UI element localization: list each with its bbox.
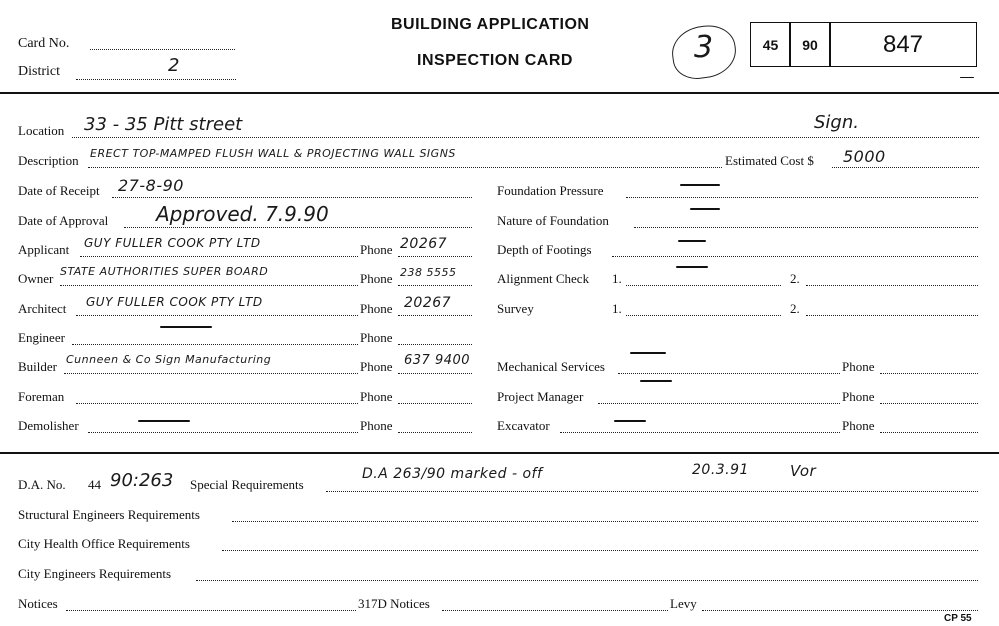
builder-label: Builder (18, 359, 57, 374)
owner-line (60, 285, 358, 286)
architect-phone-label: Phone (360, 301, 393, 316)
ref-box-3: 847 (829, 22, 977, 67)
mechanical-services-phone-label: Phone (842, 359, 875, 374)
special-requirements-initials: Vor (790, 462, 817, 480)
excavator-phone-line (880, 432, 978, 433)
depth-of-footings-label: Depth of Footings (497, 242, 592, 257)
demolisher-phone-line (398, 432, 472, 433)
architect-phone-line (398, 315, 472, 316)
nature-of-foundation-label: Nature of Foundation (497, 213, 609, 228)
date-of-receipt-label: Date of Receipt (18, 183, 100, 198)
description-value: ERECT TOP-MAMPED FLUSH WALL & PROJECTING WALL SIGNS (90, 147, 456, 160)
applicant-label: Applicant (18, 242, 70, 257)
excavator-line (560, 432, 840, 433)
date-of-approval-label: Date of Approval (18, 213, 109, 228)
architect-phone: 20267 (404, 295, 452, 311)
alignment-check-line-2 (806, 285, 978, 286)
engineer-phone-line (398, 344, 472, 345)
special-requirements-label: Special Requirements (190, 477, 304, 492)
alignment-check-2: 2. (790, 271, 800, 286)
notices-317d-label: 317D Notices (358, 596, 430, 611)
builder-phone: 637 9400 (404, 353, 471, 368)
architect-line (76, 315, 358, 316)
foundation-pressure-label: Foundation Pressure (497, 183, 604, 198)
form-title-line1: BUILDING APPLICATION (391, 16, 590, 33)
builder-phone-label: Phone (360, 359, 393, 374)
foundation-pressure-line (626, 197, 978, 198)
ref-box-2: 90 (789, 22, 831, 67)
date-of-receipt-value: 27-8-90 (118, 176, 184, 195)
project-manager-dash (640, 380, 672, 382)
demolisher-label: Demolisher (18, 418, 79, 433)
corner-mark (960, 77, 974, 78)
card-no-label: Card No. (18, 36, 70, 51)
city-engineers-label: City Engineers Requirements (18, 566, 172, 581)
architect-value: GUY FULLER COOK PTY LTD (86, 295, 263, 309)
district-value: 2 (168, 55, 180, 76)
nature-of-foundation-dash (690, 208, 720, 210)
description-line (88, 167, 722, 168)
structural-engineers-line (232, 521, 978, 522)
foreman-phone-label: Phone (360, 389, 393, 404)
survey-line-1 (626, 315, 781, 316)
mechanical-services-label: Mechanical Services (497, 359, 605, 374)
engineer-phone-label: Phone (360, 330, 393, 345)
estimated-cost-line (832, 167, 979, 168)
notices-label: Notices (18, 596, 58, 611)
city-health-line (222, 550, 978, 551)
da-no-label: D.A. No. (18, 477, 66, 492)
header-rule (0, 92, 999, 94)
owner-phone-label: Phone (360, 271, 393, 286)
survey-line-2 (806, 315, 978, 316)
alignment-check-line-1 (626, 285, 781, 286)
applicant-phone: 20267 (400, 236, 448, 252)
date-of-receipt-line (112, 197, 472, 198)
notices-317d-line (442, 610, 668, 611)
demolisher-phone-label: Phone (360, 418, 393, 433)
foreman-phone-line (398, 403, 472, 404)
depth-of-footings-dash (678, 240, 706, 242)
levy-line (702, 610, 978, 611)
project-manager-phone-label: Phone (842, 389, 875, 404)
applicant-line (80, 256, 358, 257)
da-no-value: 90:263 (110, 470, 174, 491)
location-label: Location (18, 123, 65, 138)
mechanical-services-dash (630, 352, 666, 354)
owner-phone: 238 5555 (400, 266, 457, 279)
owner-value: STATE AUTHORITIES SUPER BOARD (60, 265, 269, 278)
builder-phone-line (398, 373, 472, 374)
nature-of-foundation-line (634, 227, 978, 228)
alignment-check-1: 1. (612, 271, 622, 286)
special-requirements-date: 20.3.91 (692, 462, 749, 478)
location-line (72, 137, 979, 138)
owner-phone-line (398, 285, 472, 286)
builder-line (64, 373, 358, 374)
city-health-label: City Health Office Requirements (18, 536, 190, 551)
foundation-pressure-dash (680, 184, 720, 186)
description-label: Description (18, 153, 79, 168)
project-manager-phone-line (880, 403, 978, 404)
card-no-line (90, 49, 235, 50)
applicant-value: GUY FULLER COOK PTY LTD (84, 236, 261, 250)
alignment-check-dash (676, 266, 708, 268)
structural-engineers-label: Structural Engineers Requirements (18, 507, 200, 522)
builder-value: Cunneen & Co Sign Manufacturing (66, 353, 272, 366)
form-code: CP 55 (944, 613, 972, 624)
foreman-line (76, 403, 358, 404)
excavator-label: Excavator (497, 418, 550, 433)
engineer-dash (160, 326, 212, 328)
survey-2: 2. (790, 301, 800, 316)
special-requirements-line (326, 491, 978, 492)
district-line (76, 79, 236, 80)
middle-rule (0, 452, 999, 454)
excavator-dash (614, 420, 646, 422)
location-value: 33 - 35 Pitt street (84, 114, 243, 135)
location-note: Sign. (814, 112, 859, 133)
date-of-approval-line (124, 227, 472, 228)
mechanical-services-line (618, 373, 840, 374)
city-engineers-line (196, 580, 978, 581)
mechanical-services-phone-line (880, 373, 978, 374)
notices-line (66, 610, 356, 611)
depth-of-footings-line (612, 256, 978, 257)
alignment-check-label: Alignment Check (497, 271, 590, 286)
da-no-prefix: 44 (88, 477, 101, 492)
survey-label: Survey (497, 301, 534, 316)
owner-label: Owner (18, 271, 54, 286)
date-of-approval-value: Approved. 7.9.90 (156, 202, 329, 226)
project-manager-line (598, 403, 840, 404)
levy-label: Levy (670, 596, 697, 611)
special-requirements-value: D.A 263/90 marked - off (362, 466, 543, 482)
estimated-cost-value: 5000 (843, 147, 886, 166)
engineer-label: Engineer (18, 330, 65, 345)
ref-box-1: 45 (750, 22, 791, 67)
applicant-phone-line (398, 256, 472, 257)
excavator-phone-label: Phone (842, 418, 875, 433)
foreman-label: Foreman (18, 389, 65, 404)
applicant-phone-label: Phone (360, 242, 393, 257)
form-title-line2: INSPECTION CARD (417, 52, 573, 69)
demolisher-dash (138, 420, 190, 422)
district-label: District (18, 64, 60, 79)
project-manager-label: Project Manager (497, 389, 584, 404)
demolisher-line (88, 432, 358, 433)
circled-number: 3 (694, 30, 714, 65)
estimated-cost-label: Estimated Cost $ (725, 153, 814, 168)
survey-1: 1. (612, 301, 622, 316)
engineer-line (72, 344, 358, 345)
architect-label: Architect (18, 301, 67, 316)
